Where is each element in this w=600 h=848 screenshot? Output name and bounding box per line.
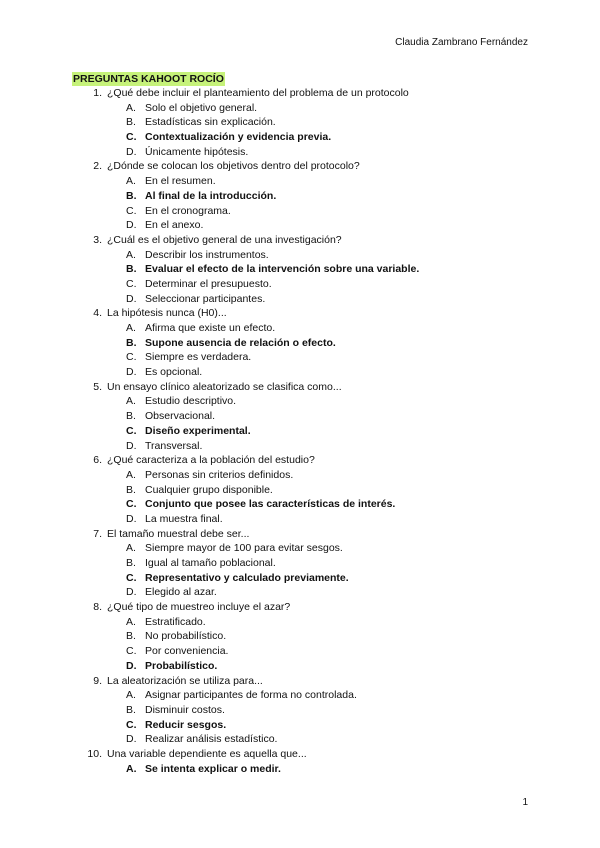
option-letter: D. [126,366,137,379]
option-text: Representativo y calculado previamente. [145,571,349,584]
option-text: Cualquier grupo disponible. [145,483,273,496]
document-title: PREGUNTAS KAHOOT ROCÍO [73,73,224,85]
option-text: Conjunto que posee las características de interés. [145,498,396,511]
option-letter: A. [126,689,136,702]
option-text: Contextualización y evidencia previa. [145,131,332,144]
option-letter: C. [126,498,137,511]
option-text: Afirma que existe un efecto. [145,322,276,334]
question-text: Un ensayo clínico aleatorizado se clasifica como... [107,380,342,393]
option-letter: A. [126,395,136,408]
option-letter: A. [126,468,136,481]
answer-option [0,115,600,130]
answer-option [0,101,600,116]
option-text: Únicamente hipótesis. [145,145,249,158]
answer-option-correct [0,571,600,586]
answer-option [0,556,600,571]
option-letter: D. [126,219,137,232]
answer-option [0,615,600,630]
option-letter: C. [126,351,137,364]
answer-option [0,350,600,365]
option-text: En el resumen. [145,175,216,188]
question-text: ¿Qué tipo de muestreo incluye el azar? [107,601,291,614]
answer-option [0,439,600,454]
answer-option [0,365,600,380]
question-item [0,747,600,762]
option-text: Determinar el presupuesto. [145,277,272,290]
question-number: 3. [93,233,102,246]
option-text: Elegido al azar. [145,586,217,599]
answer-option [0,292,600,307]
option-letter: A. [126,175,136,188]
answer-option [0,174,600,189]
answer-option [0,703,600,718]
option-text: No probabilístico. [145,630,227,643]
question-number: 6. [93,454,102,467]
option-letter: A. [126,615,136,628]
question-number: 2. [93,160,102,173]
option-text: Solo el objetivo general. [145,101,258,114]
option-text: Disminuir costos. [145,703,225,716]
answer-option-correct [0,336,600,351]
option-letter: A. [126,762,137,775]
option-letter: D. [126,292,137,305]
option-text: En el cronograma. [145,204,231,217]
question-item [0,86,600,101]
option-letter: C. [126,204,137,217]
option-text: Estudio descriptivo. [145,395,237,408]
option-text: Probabilístico. [145,659,218,672]
option-text: Al final de la introducción. [145,189,277,202]
option-letter: B. [126,336,137,349]
answer-option [0,394,600,409]
answer-option [0,204,600,219]
option-letter: B. [126,630,136,643]
answer-option [0,468,600,483]
option-letter: D. [126,145,137,158]
answer-option [0,512,600,527]
option-text: Siempre mayor de 100 para evitar sesgos. [145,542,343,555]
answer-option-correct [0,659,600,674]
option-text: Describir los instrumentos. [145,248,269,261]
question-number: 9. [93,674,102,687]
option-text: Estadísticas sin explicación. [145,116,276,129]
option-text: Evaluar el efecto de la intervención sobre una variable. [145,263,420,276]
question-text: La aleatorización se utiliza para... [107,674,263,687]
answer-option [0,483,600,498]
page-number: 1 [522,797,528,808]
option-text: Realizar análisis estadístico. [145,733,278,746]
option-letter: D. [126,512,137,525]
answer-option-correct [0,424,600,439]
question-item [0,527,600,542]
option-letter: B. [126,189,137,202]
answer-option [0,644,600,659]
option-text: Igual al tamaño poblacional. [145,557,276,569]
page-header-author: Claudia Zambrano Fernández [395,37,528,48]
answer-option [0,145,600,160]
answer-option [0,277,600,292]
option-text: Es opcional. [145,366,203,379]
question-item [0,159,600,174]
option-letter: B. [126,483,136,496]
answer-option [0,218,600,233]
option-letter: D. [126,439,137,452]
answer-option-correct [0,189,600,204]
question-text: La hipótesis nunca (H0)... [107,307,227,320]
option-text: Estratificado. [145,615,206,628]
question-text: El tamaño muestral debe ser... [107,527,250,540]
answer-option-correct [0,130,600,145]
option-text: Personas sin criterios definidos. [145,468,294,481]
question-number: 1. [93,87,102,99]
question-text: ¿Cuál es el objetivo general de una investigación? [107,233,342,246]
option-letter: C. [126,277,137,290]
option-letter: C. [126,718,137,731]
option-text: Se intenta explicar o medir. [145,762,281,775]
question-item [0,380,600,395]
option-letter: B. [126,263,137,276]
option-text: En el anexo. [145,219,204,232]
option-text: Observacional. [145,410,216,423]
option-text: Transversal. [145,439,203,452]
option-letter: B. [126,703,136,716]
option-text: Supone ausencia de relación o efecto. [145,336,336,349]
question-item [0,600,600,615]
answer-option [0,248,600,263]
answer-option [0,321,600,336]
option-letter: A. [126,248,136,261]
option-letter: D. [126,659,137,672]
question-text: ¿Dónde se colocan los objetivos dentro del protocolo? [107,160,360,173]
option-letter: A. [126,322,136,334]
answer-option-correct [0,262,600,277]
answer-option [0,585,600,600]
question-number: 10. [87,747,102,760]
question-number: 4. [93,307,102,320]
option-letter: B. [126,116,136,129]
question-item [0,674,600,689]
answer-option [0,409,600,424]
question-text: ¿Qué caracteriza a la población del estudio? [107,454,315,467]
answer-option [0,688,600,703]
option-text: Seleccionar participantes. [145,292,266,305]
question-item [0,233,600,248]
answer-option [0,732,600,747]
option-letter: C. [126,571,137,584]
answer-option-correct [0,497,600,512]
question-text: Una variable dependiente es aquella que... [107,747,307,760]
option-text: Por conveniencia. [145,645,229,658]
answer-option-correct [0,762,600,777]
question-list [0,86,600,776]
answer-option-correct [0,718,600,733]
option-letter: C. [126,131,137,144]
question-text: ¿Qué debe incluir el planteamiento del problema de un protocolo [107,87,409,99]
question-number: 7. [93,527,102,540]
answer-option [0,629,600,644]
option-text: Siempre es verdadera. [145,351,252,364]
option-letter: D. [126,733,137,746]
option-text: Asignar participantes de forma no controlada. [145,689,357,702]
question-number: 8. [93,601,102,614]
option-letter: B. [126,410,136,423]
answer-option [0,541,600,556]
option-letter: C. [126,424,137,437]
option-letter: B. [126,557,136,569]
question-item [0,453,600,468]
option-letter: A. [126,542,136,555]
question-number: 5. [93,380,102,393]
option-text: Diseño experimental. [145,424,251,437]
option-text: La muestra final. [145,512,223,525]
option-letter: D. [126,586,137,599]
question-item [0,306,600,321]
option-letter: A. [126,101,136,114]
option-text: Reducir sesgos. [145,718,227,731]
option-letter: C. [126,645,137,658]
